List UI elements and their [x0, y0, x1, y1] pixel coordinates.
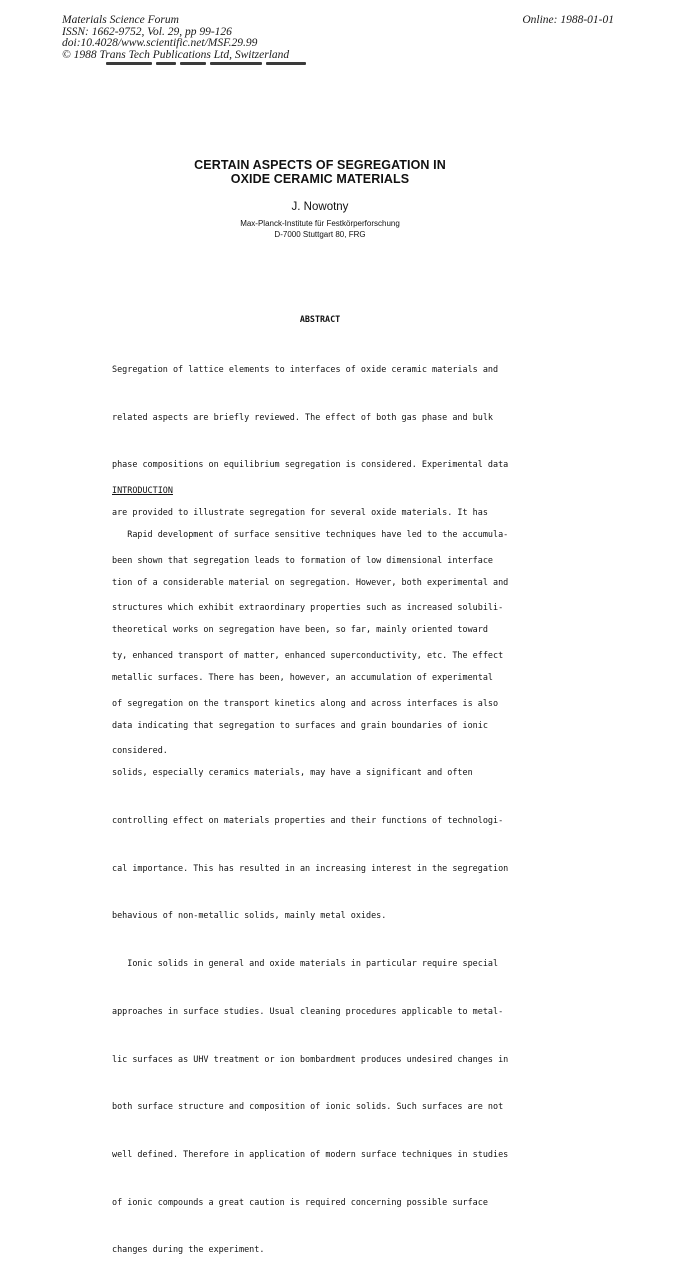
- cut-off-copyright-strip: [106, 61, 306, 67]
- intro-line: approaches in surface studies. Usual cleaning procedures applicable to metal-: [112, 1005, 504, 1016]
- intro-line: controlling effect on materials properties and their functions of technologi-: [112, 815, 504, 826]
- abstract-line: been shown that segregation leads to formation of low dimensional interface: [112, 554, 493, 565]
- abstract-line: are provided to illustrate segregation for several oxide materials. It has: [112, 506, 488, 517]
- copyright-line: © 1988 Trans Tech Publications Ltd, Switzerland: [62, 48, 290, 61]
- intro-line: solids, especially ceramics materials, may have a significant and often: [112, 767, 473, 778]
- abstract-line: ty, enhanced transport of matter, enhanced superconductivity, etc. The effect: [112, 650, 504, 661]
- affiliation-line-1: Max-Planck-Institute für Festkörperforschung: [240, 219, 400, 228]
- intro-line: data indicating that segregation to surfaces and grain boundaries of ionic: [112, 719, 488, 730]
- online-date: Online: 1988-01-01: [522, 14, 614, 26]
- abstract-line: Segregation of lattice elements to interfaces of oxide ceramic materials and: [112, 363, 499, 374]
- abstract-line: of segregation on the transport kinetics along and across interfaces is also: [112, 697, 499, 708]
- doi-line: doi:10.4028/www.scientific.net/MSF.29.99: [62, 37, 258, 50]
- intro-line: Ionic solids in general and oxide materials in particular require special: [112, 958, 499, 969]
- intro-line: both surface structure and composition of ionic solids. Such surfaces are not: [112, 1101, 504, 1112]
- abstract-line: related aspects are briefly reviewed. The effect of both gas phase and bulk: [112, 411, 493, 422]
- issn-line: ISSN: 1662-9752, Vol. 29, pp 99-126: [62, 25, 232, 38]
- abstract-line: structures which exhibit extraordinary properties such as increased solubili-: [112, 602, 504, 613]
- author-name: J. Nowotny: [291, 201, 349, 213]
- intro-line: tion of a considerable material on segregation. However, both experimental and: [112, 576, 509, 587]
- intro-line: metallic surfaces. There has been, however, an accumulation of experimental: [112, 671, 493, 682]
- publication-header: [62, 15, 289, 61]
- title-line-1: CERTAIN ASPECTS OF SEGREGATION IN: [194, 158, 446, 172]
- intro-line: Rapid development of surface sensitive techniques have led to the accumula-: [112, 528, 509, 539]
- introduction-heading: INTRODUCTION: [112, 485, 173, 495]
- abstract-heading: ABSTRACT: [299, 314, 341, 324]
- intro-line: cal importance. This has resulted in an increasing interest in the segregation: [112, 862, 509, 873]
- introduction-body: [112, 495, 508, 1274]
- journal-name: Materials Science Forum: [62, 14, 179, 26]
- intro-line: changes during the experiment.: [112, 1244, 265, 1255]
- intro-line: lic surfaces as UHV treatment or ion bombardment produces undesired changes in: [112, 1053, 509, 1064]
- abstract-line: considered.: [112, 745, 168, 756]
- title-line-2: OXIDE CERAMIC MATERIALS: [230, 172, 410, 186]
- author-affiliation: [0, 219, 640, 240]
- abstract-line: phase compositions on equilibrium segregation is considered. Experimental data: [112, 459, 509, 470]
- affiliation-line-2: D-7000 Stuttgart 80, FRG: [274, 229, 366, 239]
- intro-line: well defined. Therefore in application of modern surface techniques in studies: [112, 1148, 509, 1159]
- intro-line: behavious of non-metallic solids, mainly metal oxides.: [112, 910, 387, 921]
- intro-line: theoretical works on segregation have been, so far, mainly oriented toward: [112, 624, 488, 635]
- paper-title: [0, 158, 640, 186]
- intro-line: of ionic compounds a great caution is required concerning possible surface: [112, 1196, 488, 1207]
